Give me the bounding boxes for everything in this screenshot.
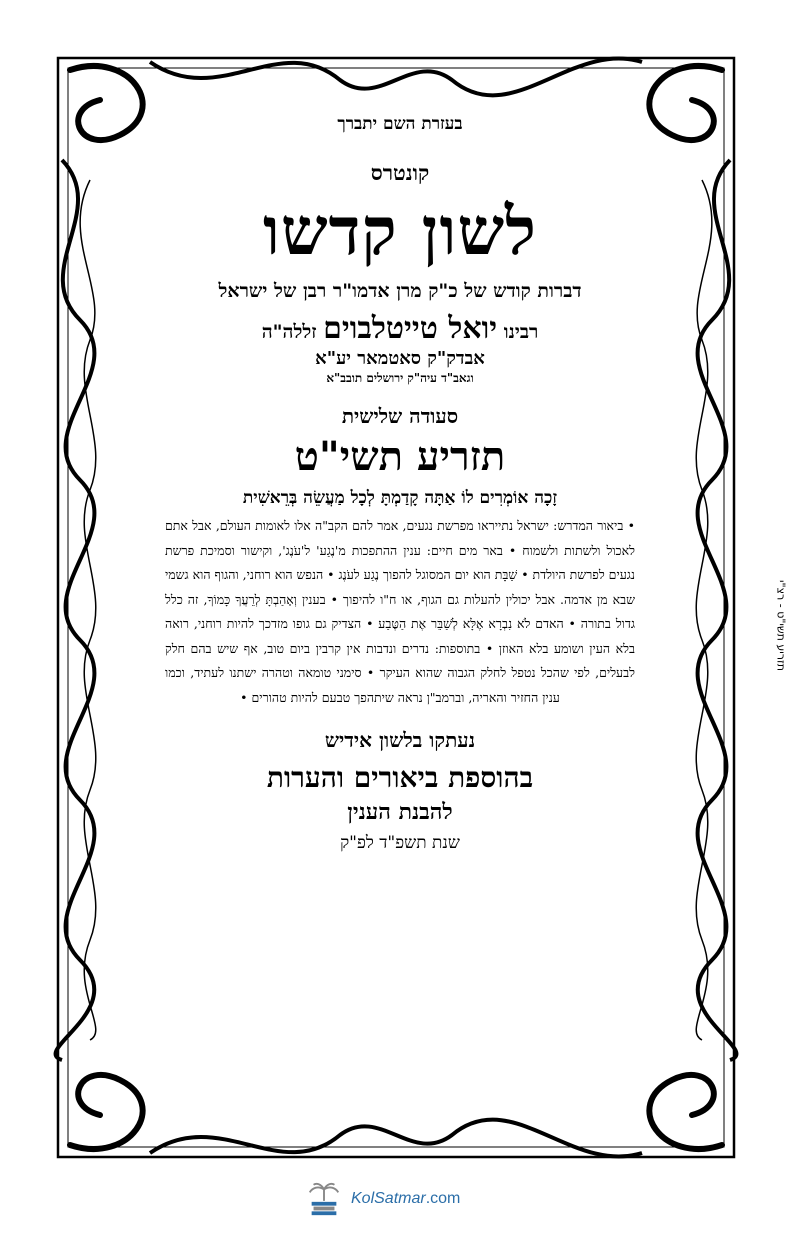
title-page-content	[165, 108, 635, 853]
author-name-line	[165, 311, 635, 346]
book-title: לשון קדשו	[263, 192, 537, 270]
author-line-3: אבדק"ק סאטמאר יע"א	[315, 348, 485, 369]
author-line-4: וגאב"ד עיה"ק ירושלים תובב"א	[326, 371, 474, 385]
blessing-line: בעזרת השם יתברך	[337, 114, 463, 134]
author-line-1: דברות קודש של כ"ק מרן אדמו"ר רבן של ישראל	[218, 280, 582, 302]
summary-paragraph: • ביאור המדרש: ישראל נתייראו מפרשת נגעים, אמר להם הקב"ה אלו לאומות העולם, אבל אתם לאכול ולשתות ולשמוח • באר מים חיים: ענין ההתפכות מ'נֶגַע' ל'עֹנֶג', וקישור וסמיכת פרשת נגעים לפרשת היולדת • שַׁבָּת הוא יום המסוגל להפוך נֶגַע לעֹנֶג • הנפש הוא רוחני, והגוף הוא גשמי שבא מן אדמה. אבל יכולין להעלות גם הגוף, או ח"ו להיפוך • בענין וְאָהַבְתָּ לְרֵעֲךָ כָּמוֹךָ, זה כלל גדול בתורה • האדם לֹא נִבְרָא אֶלָּא לְשַׁבֵּר אֶת הַטֶּבַע • הצדיק גם גופו מזדכך להיות רוחני, רואה בלא העין ושומע בלא האוזן • בתוספות: נדרים ונדבות אין קרבין ביום טוב, אף שיש בהם חלק לבעלים, לפי שהכל נטפל לחלק הגבוה שהוא העיקר • סימני טומאה וטהרה ישתנו לעתיד, וכמו ענין החזיר והאריה, וברמב"ן נראה שיתהפך טבעם להיות טהורים •	[165, 518, 635, 705]
purpose-line: להבנת הענין	[347, 799, 453, 825]
meal-label: סעודה שלישית	[341, 404, 459, 428]
translated-line: נעתקו בלשון אידיש	[324, 728, 476, 752]
author-prefix: רבינו	[503, 321, 539, 343]
year-line: שנת תשפ"ד לפ"ק	[340, 833, 460, 853]
brand-label[interactable]: KolSatmar.com	[351, 1190, 461, 1207]
side-note	[766, 545, 796, 705]
side-note-text: תזריע תשי"ט - רצ"י	[774, 579, 788, 671]
opening-verse: זָכָה אוֹמְרִים לוֹ אַתָּה קָדַמְתָּ לְכָל מַעֲשֵׂה בְּרֵאשִׁית	[242, 488, 558, 508]
parsha-title: תזריע תשי"ט	[294, 433, 506, 480]
author-name: יואל טייטלבוים	[323, 311, 498, 346]
kuntres-label: קונטרס	[370, 160, 430, 185]
additions-line: בהוספת ביאורים והערות	[266, 761, 534, 794]
palm-tree-books-icon	[305, 1180, 343, 1218]
author-suffix: זללה"ה	[261, 321, 317, 343]
kolsatmar-brand[interactable]	[305, 1178, 515, 1220]
